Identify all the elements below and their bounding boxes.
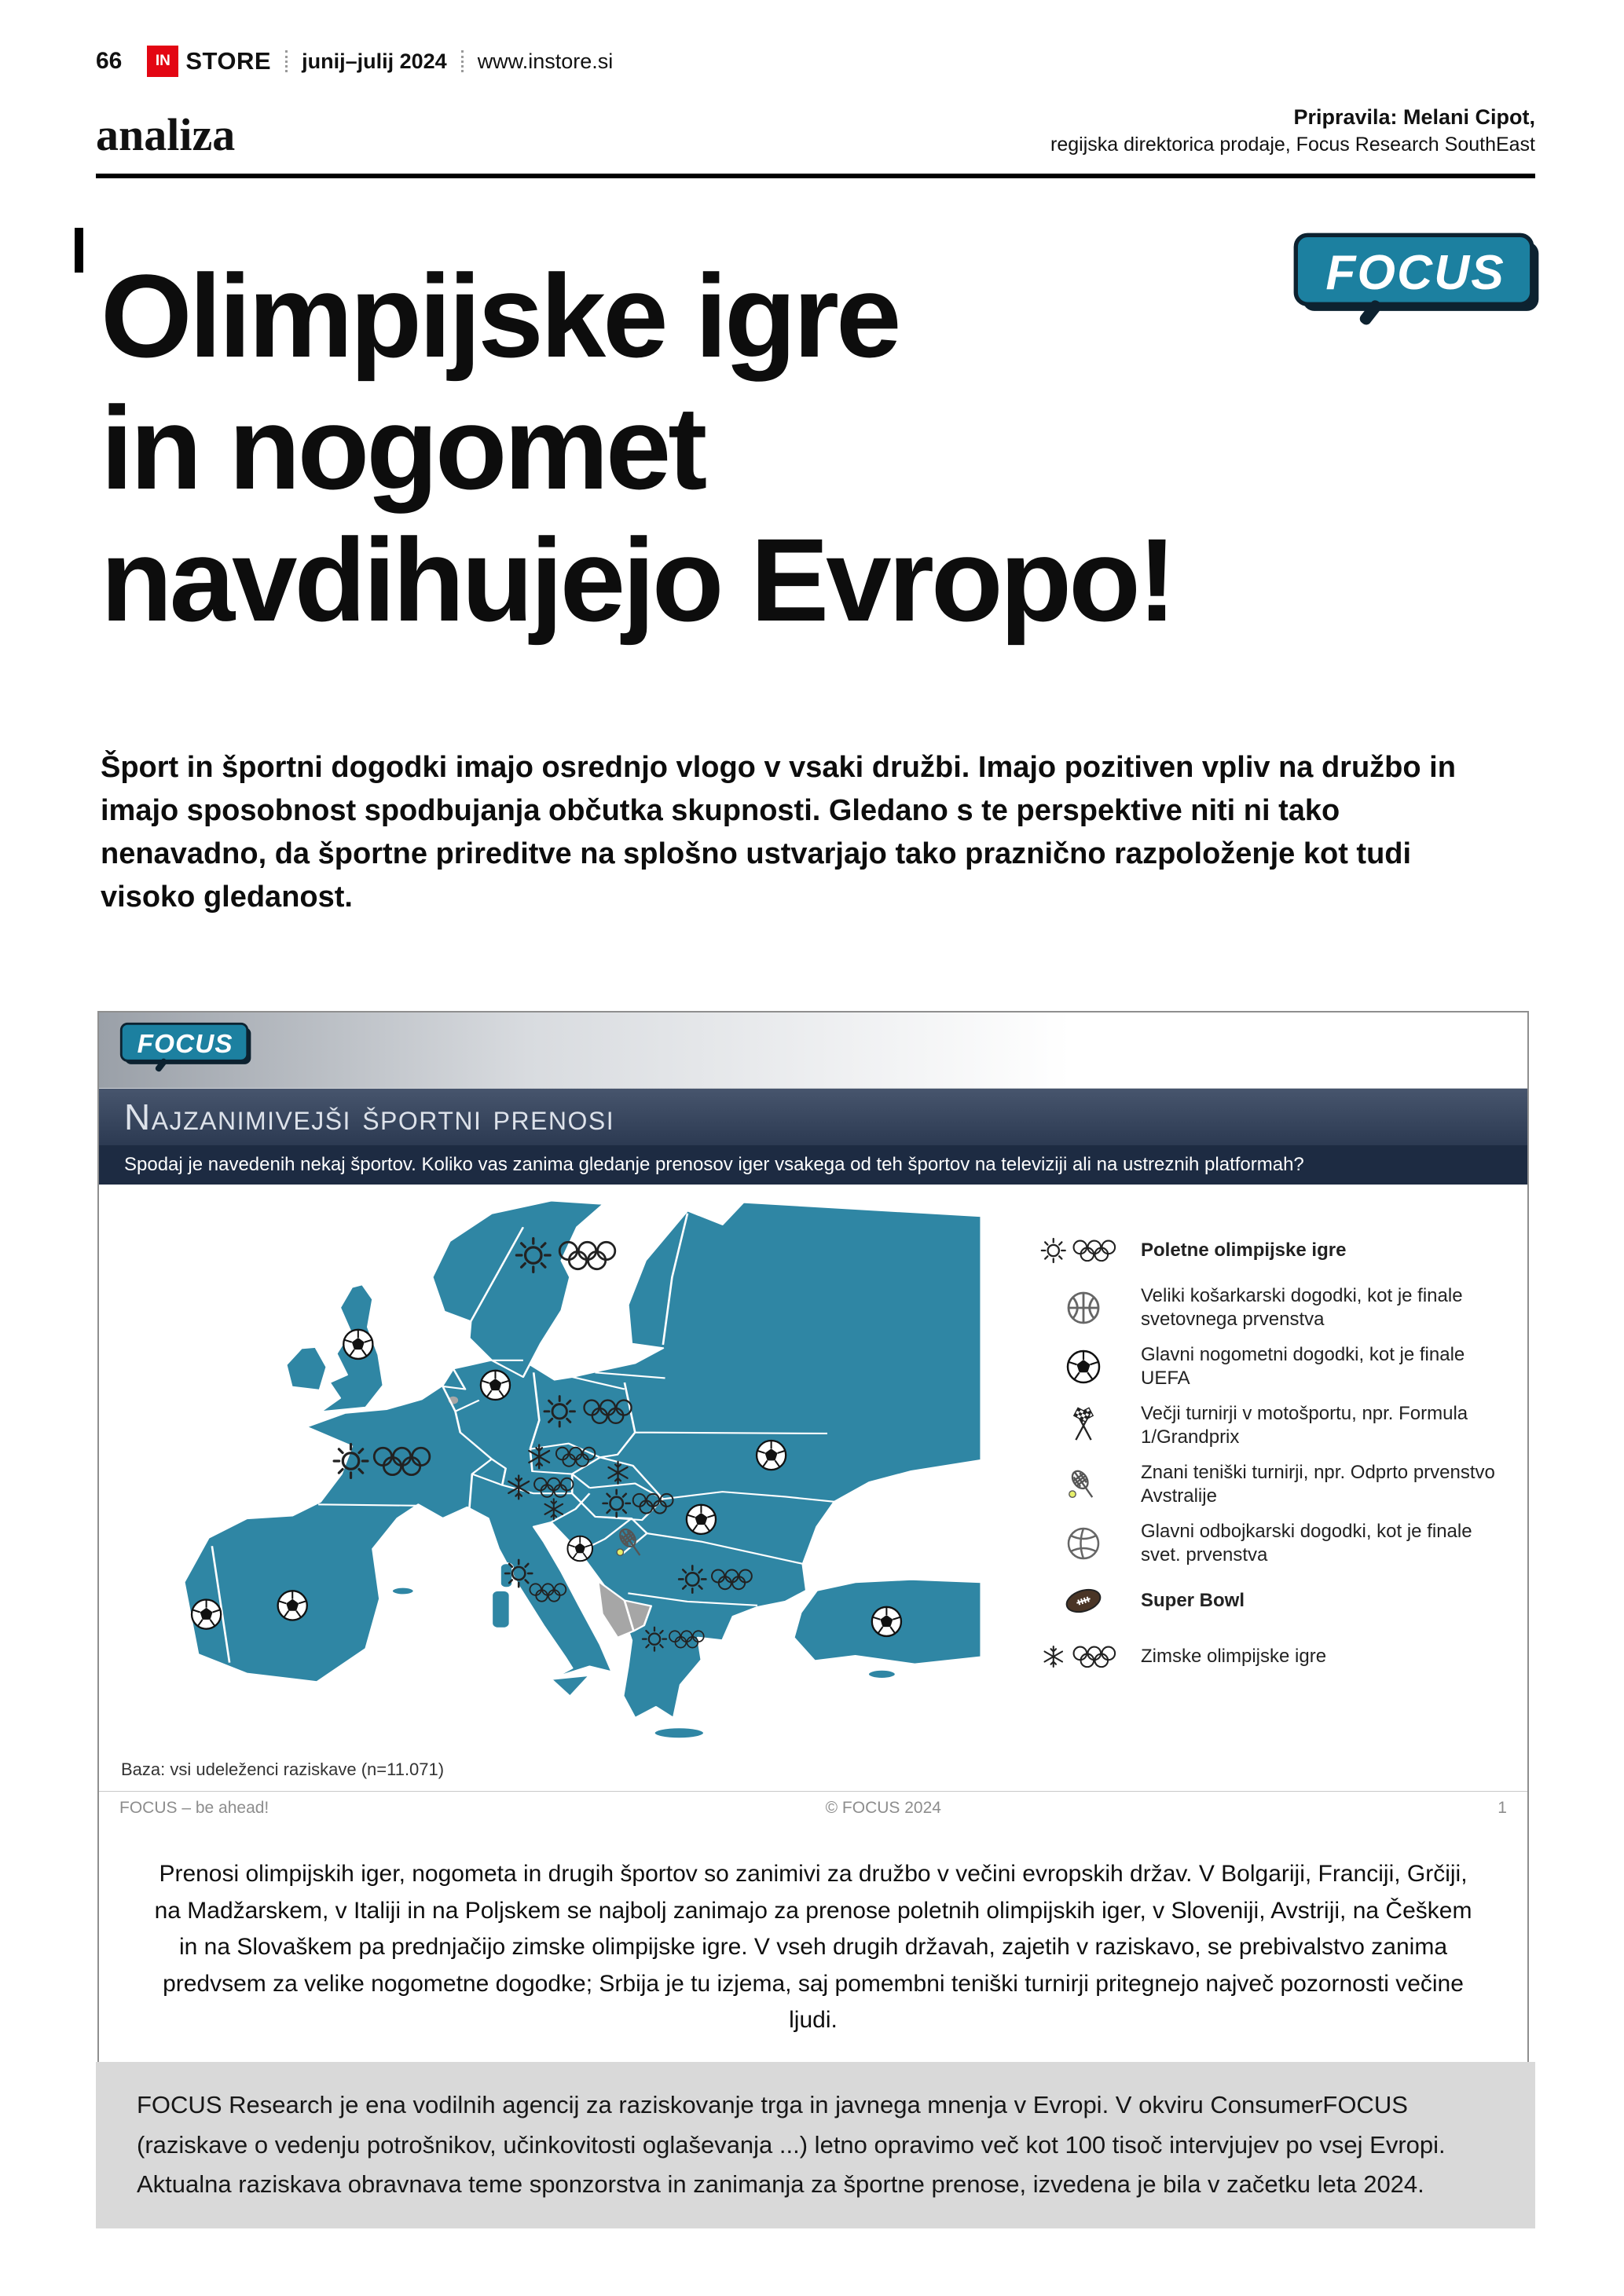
instore-logo (147, 46, 271, 77)
byline (1050, 104, 1535, 158)
headline-marker (75, 228, 83, 273)
byline-role: regijska direktorica prodaje, Focus Research SouthEast (1050, 133, 1535, 156)
figure-caption: Prenosi olimpijskih iger, nogometa in drugih športov so zanimivi za družbo v večini evropskih držav. V Bolgariji, Franciji, Grčiji, na Madžarskem, v Italiji in na Poljskem se najbolj zanimajo za prenose poletnih olimpijskih iger, v Sloveniji, Avstriji, na Češkem in na Slovaškem pa prednjačijo zimske olimpijske igre. V vseh drugih državah, zajetih v raziskavo, se prebivalstvo zanima predvsem za velike nogometne dogodke; Srbija je tu izjema, saj pomembni teniški turnirji pritegnejo največ pozornosti večine ljudi. (154, 1861, 1472, 2033)
focus-logo-text: FOCUS (137, 1029, 233, 1059)
basketball-icon (1036, 1286, 1131, 1330)
volleyball-icon (1036, 1522, 1131, 1565)
football-icon (192, 1599, 221, 1628)
legend-label: Poletne olimpijske igre (1141, 1240, 1347, 1261)
legend-label: Glavni nogometni dogodki, kot je finale UEFA (1141, 1344, 1465, 1389)
tennis-icon (1036, 1463, 1131, 1507)
slide-body (99, 1185, 1527, 1791)
focus-logo (119, 1022, 255, 1079)
europe-map-graphic (102, 1194, 1021, 1749)
focus-logo (1292, 232, 1545, 335)
legend-label: Veliki košarkarski dogodki, kot je finale svetovnega prvenstva (1141, 1285, 1463, 1330)
legend-item (1036, 1343, 1507, 1390)
header-rule (96, 174, 1535, 178)
headline-line: in nogomet (101, 382, 705, 514)
focus-logo-graphic (1292, 232, 1545, 331)
football-icon (481, 1371, 510, 1400)
legend-item (1036, 1402, 1507, 1449)
legend-item (1036, 1229, 1507, 1273)
legend-label: Super Bowl (1141, 1590, 1245, 1611)
slide-subtitle: Spodaj je navedenih nekaj športov. Koliko vas zanima gledanje prenosov iger vsakega od teh športov na televiziji ali na ustreznih platformah? (99, 1145, 1527, 1185)
football-icon (278, 1591, 307, 1620)
figure-frame (97, 1011, 1529, 2075)
article-headline (101, 250, 1174, 646)
page-number: 66 (96, 48, 123, 74)
legend-label: Znani teniški turnirji, npr. Odprto prvenstvo Avstralije (1141, 1462, 1495, 1507)
header-separator (461, 50, 464, 72)
slide-page-number: 1 (1498, 1799, 1507, 1817)
legend-item (1036, 1284, 1507, 1331)
winter-olympics-icon (1036, 1635, 1131, 1679)
section-title: analiza (96, 108, 236, 160)
legend-item (1036, 1635, 1507, 1679)
page-header (96, 46, 1535, 178)
legend-item (1036, 1579, 1507, 1623)
legend-label: Večji turnirji v motošportu, npr. Formula 1/Grandprix (1141, 1403, 1468, 1448)
sample-base-note: Baza: vsi udeleženci raziskave (n=11.071) (121, 1760, 445, 1779)
headline-line: Olimpijske igre (101, 250, 899, 382)
slide-title: Najzanimivejši športni prenosi (99, 1089, 1527, 1145)
legend-label: Zimske olimpijske igre (1141, 1646, 1327, 1667)
instore-logo-text: STORE (185, 47, 272, 75)
football-icon (687, 1505, 716, 1534)
about-focus-box: FOCUS Research je ena vodilnih agencij za raziskovanje trga in javnega mnenja v Evropi. V okviru ConsumerFOCUS (raziskave o vedenju potrošnikov, učinkovitosti oglaševanja ...) letno opravimo več kot 100 tisoč intervjujev po vsej Evropi. Aktualna raziskava obravnava teme sponzorstva in zanimanja za športne prenose, izvedena je bila v začetku leta 2024. (96, 2062, 1535, 2228)
football-icon (1036, 1345, 1131, 1389)
article-intro: Šport in športni dogodki imajo osrednjo vlogo v vsaki družbi. Imajo pozitiven vpliv na družbo in imajo sposobnost spodbujanja občutka skupnosti. Gledano s te perspektive niti ni tako nenavadno, da športne prireditve na splošno ustvarjajo tako praznično razpoloženje kot tudi visoko gledanost. (101, 751, 1456, 914)
byline-author: Pripravila: Melani Cipot, (1293, 105, 1535, 129)
football-icon (343, 1330, 372, 1359)
slide-footer-tagline: FOCUS – be ahead! (119, 1799, 269, 1817)
instore-logo-mark: IN (147, 46, 178, 77)
legend-item (1036, 1461, 1507, 1508)
issue-date: junij–julij 2024 (302, 49, 447, 73)
map-legend (1036, 1185, 1527, 1791)
slide-footer (99, 1791, 1527, 1825)
summer-olympics-icon (1036, 1229, 1131, 1273)
slide-footer-copyright: © FOCUS 2024 (825, 1799, 941, 1817)
football-icon (567, 1536, 592, 1562)
header-meta-row (96, 46, 1535, 77)
europe-map (99, 1185, 1036, 1791)
header-separator (285, 50, 288, 72)
website-url: www.instore.si (477, 49, 614, 73)
headline-line: navdihujejo Evropo! (101, 514, 1174, 646)
football-icon (757, 1441, 786, 1470)
motorsport-flags-icon (1036, 1404, 1131, 1448)
legend-label: Glavni odbojkarski dogodki, kot je finale svet. prvenstva (1141, 1521, 1472, 1565)
football-icon (872, 1607, 901, 1636)
legend-item (1036, 1520, 1507, 1567)
focus-logo-text: FOCUS (1325, 245, 1505, 300)
focus-logo-graphic (119, 1022, 255, 1075)
section-row (96, 104, 1535, 158)
slide-logo-band (99, 1013, 1527, 1089)
map-landmass (184, 1200, 981, 1738)
american-football-icon (1036, 1579, 1131, 1623)
